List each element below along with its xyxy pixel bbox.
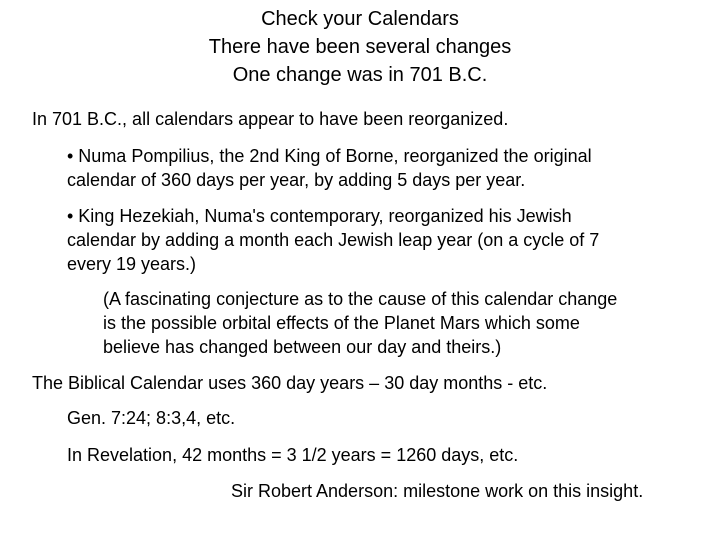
bullet-hezekiah-line-2: calendar by adding a month each Jewish leap year (on a cycle of 7 [67,230,600,250]
revelation-text: In Revelation, 42 months = 3 1/2 years = 1260 days, etc. [67,445,519,465]
bullet-hezekiah-line-1: • King Hezekiah, Numa's contemporary, reorganized his Jewish [67,206,572,226]
slide-title [0,5,720,89]
bullet-hezekiah-line-3: every 19 years.) [67,254,197,274]
genesis-reference: Gen. 7:24; 8:3,4, etc. [67,408,236,428]
bullet-numa-line-2: calendar of 360 days per year, by adding 5 days per year. [67,170,526,190]
bullet-numa-line-1: • Numa Pompilius, the 2nd King of Borne, reorganized the original [67,146,592,166]
title-line-1: Check your Calendars [261,8,459,30]
conjecture-line-2: is the possible orbital effects of the Planet Mars which some [103,313,580,333]
title-line-2: There have been several changes [208,36,512,58]
conjecture-line-1: (A fascinating conjecture as to the cause of this calendar change [103,289,618,309]
title-line-3: One change was in 701 B.C. [232,64,488,86]
biblical-calendar-text: The Biblical Calendar uses 360 day years – 30 day months - etc. [32,373,548,393]
anderson-credit: Sir Robert Anderson: milestone work on this insight. [231,481,644,501]
conjecture-line-3: believe has changed between our day and theirs.) [103,337,502,357]
intro-text: In 701 B.C., all calendars appear to have been reorganized. [32,109,509,129]
